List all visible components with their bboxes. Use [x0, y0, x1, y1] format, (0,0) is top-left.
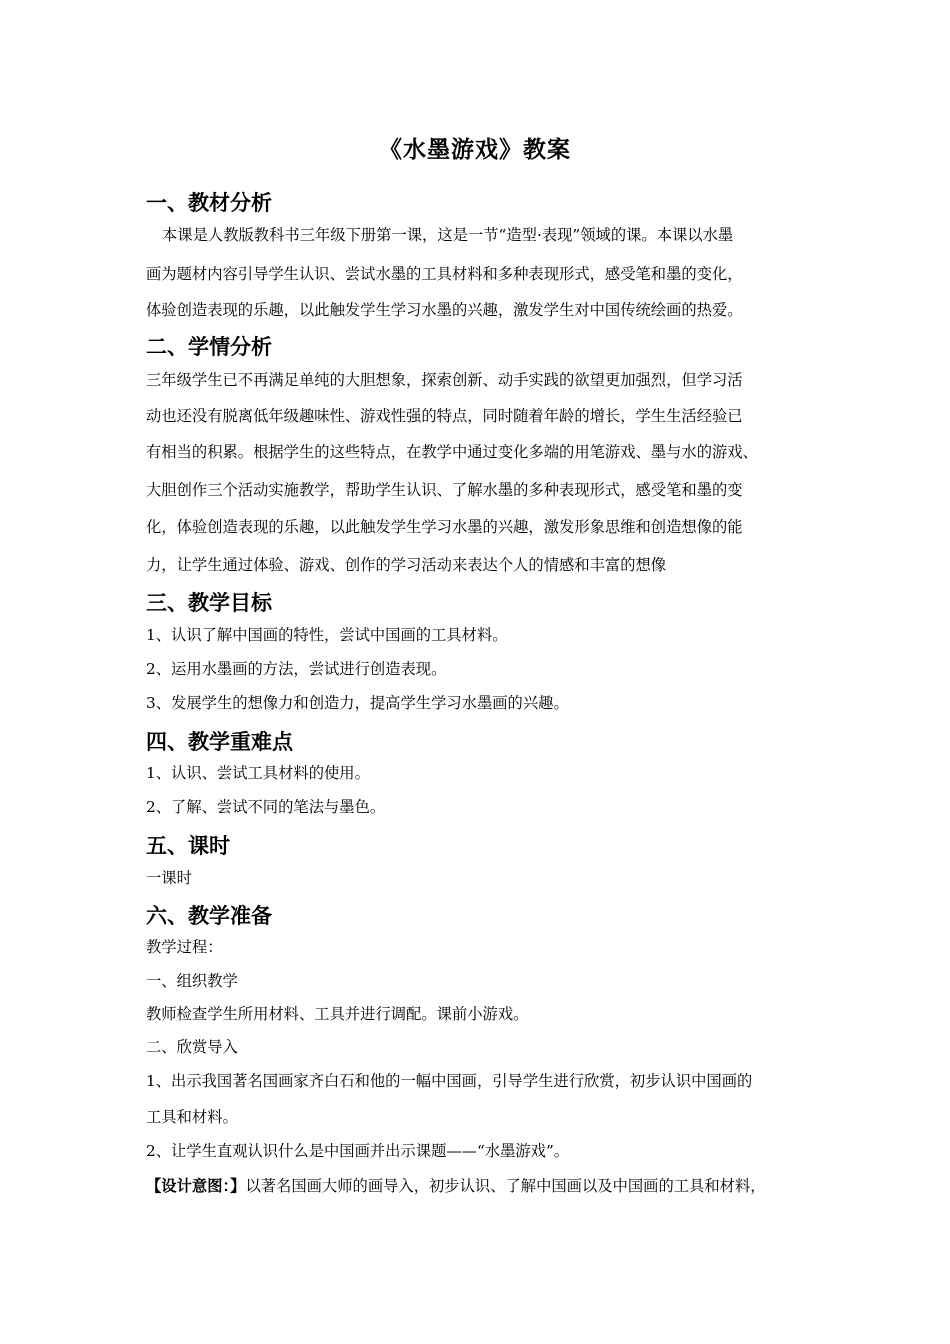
- list-item: 3、发展学生的想像力和创造力，提高学生学习水墨画的兴趣。: [146, 694, 569, 712]
- paragraph-line: 化，体验创造表现的乐趣，以此触发学生学习水墨的兴趣，激发形象思维和创造想像的能: [146, 518, 743, 536]
- section-heading: 五、课时: [146, 834, 230, 858]
- paragraph-line: 一、组织教学: [146, 972, 238, 990]
- section-heading: 六、教学准备: [146, 904, 272, 928]
- document-title: 《水墨游戏》教案: [379, 137, 571, 163]
- list-item: 2、了解、尝试不同的笔法与墨色。: [146, 798, 386, 816]
- section-heading: 一、教材分析: [146, 191, 272, 215]
- design-note-text: 以著名国画大师的画导入，初步认识、了解中国画以及中国画的工具和材料，: [245, 1177, 766, 1195]
- paragraph-line: 工具和材料。: [146, 1108, 238, 1126]
- list-item: 1、认识、尝试工具材料的使用。: [146, 764, 370, 782]
- paragraph-line: 2、让学生直观认识什么是中国画并出示课题——“水墨游戏”。: [146, 1142, 570, 1160]
- section-heading: 三、教学目标: [146, 591, 272, 615]
- paragraph-line: 教师检查学生所用材料、工具并进行调配。课前小游戏。: [146, 1005, 529, 1023]
- paragraph-line: 一课时: [146, 869, 192, 887]
- section-heading: 二、学情分析: [146, 335, 272, 359]
- paragraph-line: 有相当的积累。根据学生的这些特点，在教学中通过变化多端的用笔游戏、墨与水的游戏、: [146, 443, 758, 461]
- paragraph-line: 力，让学生通过体验、游戏、创作的学习活动来表达个人的情感和丰富的想像: [146, 556, 667, 574]
- paragraph-line: 二、欣赏导入: [146, 1038, 238, 1056]
- paragraph-line: 1、出示我国著名国画家齐白石和他的一幅中国画，引导学生进行欣赏，初步认识中国画的: [146, 1072, 753, 1090]
- list-item: 1、认识了解中国画的特性，尝试中国画的工具材料。: [146, 626, 508, 644]
- paragraph-line: 动也还没有脱离低年级趣味性、游戏性强的特点，同时随着年龄的增长，学生生活经验已: [146, 407, 743, 425]
- paragraph-line: 画为题材内容引导学生认识、尝试水墨的工具材料和多种表现形式，感受笔和墨的变化，: [146, 265, 743, 283]
- paragraph-line: 三年级学生已不再满足单纯的大胆想象，探索创新、动手实践的欲望更加强烈，但学习活: [146, 371, 743, 389]
- paragraph-line: 体验创造表现的乐趣，以此触发学生学习水墨的兴趣，激发学生对中国传统绘画的热爱。: [146, 301, 743, 319]
- paragraph-line: 本课是人教版教科书三年级下册第一课，这是一节“造型·表现”领域的课。本课以水墨: [162, 226, 734, 244]
- design-note: [146, 1176, 766, 1196]
- paragraph-line: 教学过程：: [146, 938, 223, 956]
- paragraph-line: 大胆创作三个活动实施教学，帮助学生认识、了解水墨的多种表现形式，感受笔和墨的变: [146, 481, 743, 499]
- design-note-label: 【设计意图：】: [146, 1177, 246, 1195]
- section-heading: 四、教学重难点: [146, 730, 293, 754]
- list-item: 2、运用水墨画的方法，尝试进行创造表现。: [146, 660, 447, 678]
